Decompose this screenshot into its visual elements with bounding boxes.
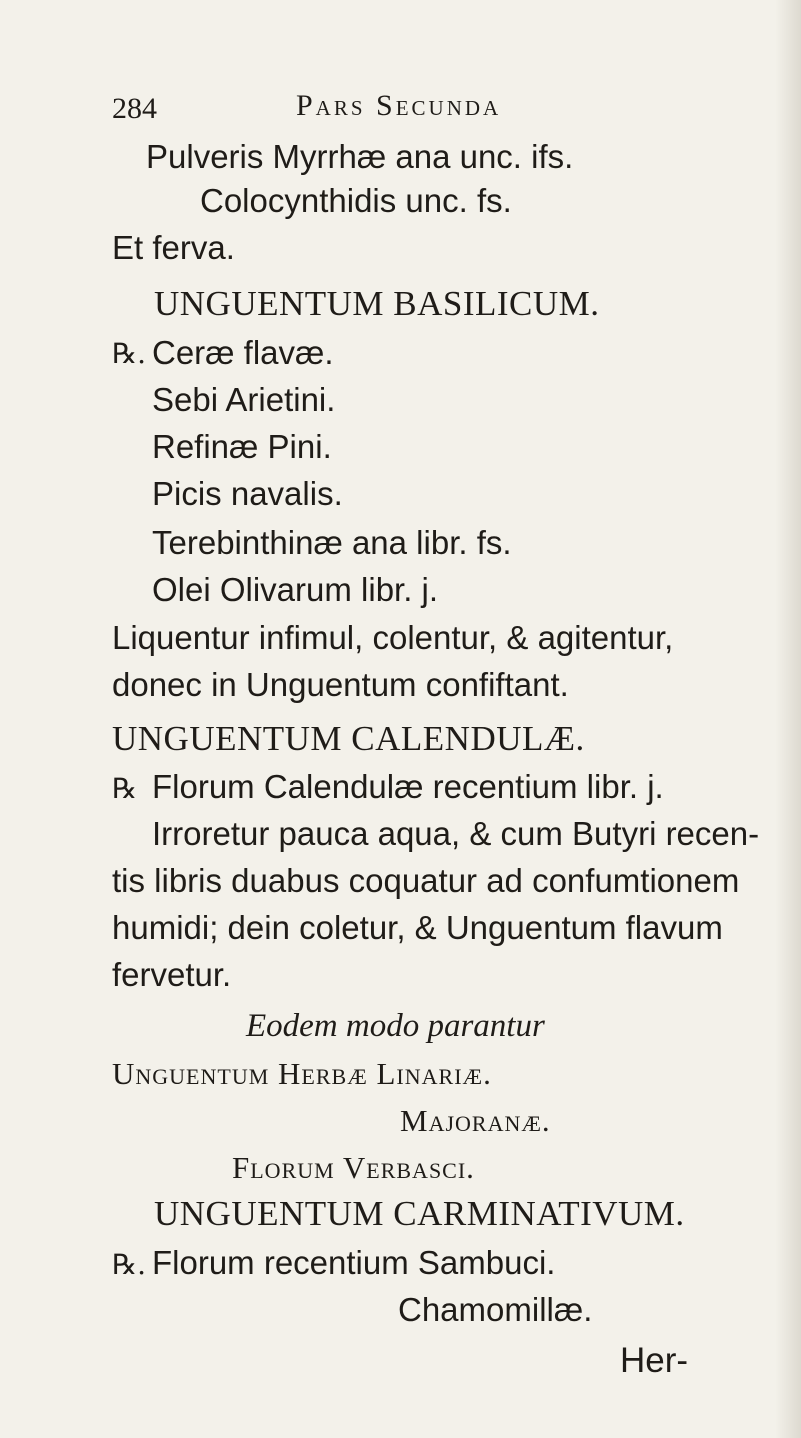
section-heading: UNGUENTUM CALENDULÆ. <box>112 719 585 758</box>
text-line: fervetur. <box>112 956 232 993</box>
text-line: Ceræ flavæ. <box>152 334 334 371</box>
text-line: Florum Calendulæ recentium libr. j. <box>152 768 664 805</box>
small-caps-line: Unguentum Herbæ Linariæ. <box>112 1056 492 1091</box>
page-edge-shadow <box>775 0 801 1438</box>
text-line: Et ferva. <box>112 229 235 266</box>
recipe-symbol: ℞. <box>112 1248 147 1281</box>
text-line: Chamomillæ. <box>398 1291 593 1328</box>
recipe-symbol: ℞. <box>112 337 147 370</box>
section-heading: UNGUENTUM CARMINATIVUM. <box>154 1194 685 1233</box>
text-line: Sebi Arietini. <box>152 381 336 418</box>
text-line: Terebinthinæ ana libr. fs. <box>152 524 512 561</box>
section-heading: UNGUENTUM BASILICUM. <box>154 284 600 323</box>
italic-line: Eodem modo parantur <box>246 1008 545 1044</box>
text-line: Liquentur infimul, colentur, & agitentur, <box>112 619 674 656</box>
small-caps-line: Majoranæ. <box>400 1103 551 1138</box>
text-line: donec in Unguentum confiftant. <box>112 666 569 703</box>
text-line: Irroretur pauca aqua, & cum Butyri recen- <box>152 815 760 852</box>
text-line: Florum recentium Sambuci. <box>152 1244 556 1281</box>
small-caps-line: Florum Verbasci. <box>232 1150 475 1185</box>
text-line: Picis navalis. <box>152 475 343 512</box>
text-line: humidi; dein coletur, & Unguentum flavum <box>112 909 723 946</box>
text-line: Colocynthidis unc. fs. <box>200 182 512 219</box>
recipe-symbol: ℞ <box>112 772 138 805</box>
text-line: Olei Olivarum libr. j. <box>152 571 439 608</box>
catchword: Her- <box>620 1341 689 1380</box>
text-line: tis libris duabus coquatur ad confumtionem <box>112 862 740 899</box>
page-number: 284 <box>112 92 157 125</box>
text-line: Pulveris Myrrhæ ana unc. ifs. <box>146 138 574 175</box>
text-line: Refinæ Pini. <box>152 428 332 465</box>
running-title: Pars Secunda <box>296 89 502 122</box>
